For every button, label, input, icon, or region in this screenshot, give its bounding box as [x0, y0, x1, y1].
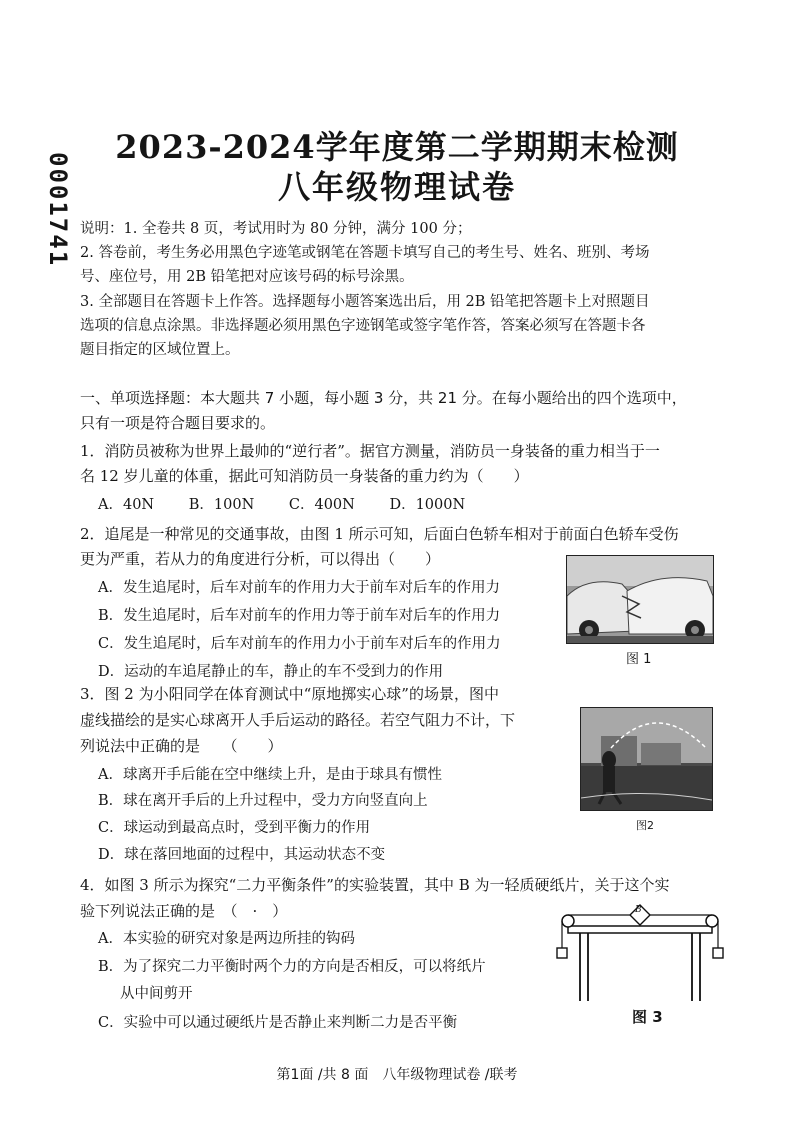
- serial-number: 0001741: [44, 152, 72, 268]
- instruction-line: 2. 答卷前，考生务必用黑色字迹笔或钢笔在答题卡填写自己的考生号、姓名、班别、考场: [80, 245, 650, 261]
- page-footer: 第1面 /共 8 面 八年级物理试卷 /联考: [276, 1067, 518, 1083]
- option-b: B．100N: [188, 497, 255, 513]
- option-d: D．1000N: [389, 497, 466, 513]
- option-b: B．发生追尾时，后车对前车的作用力等于前车对后车的作用力: [98, 608, 501, 624]
- figure-1-car-crash-photo: [566, 555, 714, 644]
- exam-title: 2023-2024学年度第二学期期末检测: [115, 128, 679, 166]
- question-2-text: 2．追尾是一种常见的交通事故，由图 1 所示可知，后面白色轿车相对于前面白色轿车受伤: [80, 525, 679, 543]
- option-a: A．40N: [98, 497, 155, 513]
- instruction-line: 号、座位号，用 2B 铅笔把对应该号码的标号涂黑。: [80, 269, 414, 285]
- option-d: D．球在落回地面的过程中，其运动状态不变: [98, 847, 386, 863]
- option-c: C．球运动到最高点时，受到平衡力的作用: [98, 820, 371, 836]
- question-1-text: 1．消防员被称为世界上最帅的“逆行者”。据官方测量，消防员一身装备的重力相当于一: [80, 442, 660, 460]
- figure-2-caption: 图2: [636, 819, 654, 832]
- question-3-text: 列说法中正确的是 （ ）: [80, 737, 283, 755]
- option-b-continued: 从中间剪开: [120, 986, 193, 1002]
- figure-3-balance-apparatus: [554, 896, 726, 1006]
- question-1-text: 名 12 岁儿童的体重，据此可知消防员一身装备的重力约为（ ）: [80, 467, 529, 485]
- option-a: A．发生追尾时，后车对前车的作用力大于前车对后车的作用力: [98, 580, 500, 596]
- question-4-text: 4．如图 3 所示为探究“二力平衡条件”的实验装置，其中 B 为一轻质硬纸片，关于这个实: [80, 876, 670, 894]
- instruction-line: 题目指定的区域位置上。: [80, 342, 240, 358]
- option-c: C．发生追尾时，后车对前车的作用力小于前车对后车的作用力: [98, 636, 501, 652]
- option-b: B．为了探究二力平衡时两个力的方向是否相反，可以将纸片: [98, 959, 486, 975]
- figure-3-caption: 图 3: [632, 1008, 663, 1026]
- option-c: C．400N: [288, 497, 355, 513]
- question-3-text: 虚线描绘的是实心球离开人手后运动的路径。若空气阻力不计，下: [80, 711, 516, 729]
- figure-2-ball-throw-photo: [580, 707, 713, 811]
- instruction-line: 3. 全部题目在答题卡上作答。选择题每小题答案选出后，用 2B 铅笔把答题卡上对照题目: [80, 294, 650, 310]
- option-c: C．实验中可以通过硬纸片是否静止来判断二力是否平衡: [98, 1015, 458, 1031]
- instruction-line: 说明：1. 全卷共 8 页，考试用时为 80 分钟，满分 100 分；: [80, 221, 472, 237]
- car-crash-image: [567, 556, 713, 643]
- ball-throw-image: [581, 708, 712, 810]
- question-3-text: 3．图 2 为小阳同学在体育测试中“原地掷实心球”的场景，图中: [80, 685, 499, 703]
- instruction-line: 选项的信息点涂黑。非选择题必须用黑色字迹钢笔或签字笔作答，答案必须写在答题卡各: [80, 318, 646, 334]
- option-d: D．运动的车追尾静止的车，静止的车不受到力的作用: [98, 664, 444, 680]
- section-heading: 只有一项是符合题目要求的。: [80, 414, 276, 432]
- option-a: A．球离开手后能在空中继续上升，是由于球具有惯性: [98, 767, 442, 783]
- option-b: B．球在离开手后的上升过程中，受力方向竖直向上: [98, 793, 428, 809]
- question-1-options: [98, 494, 495, 516]
- section-heading: 一、单项选择题：本大题共 7 小题，每小题 3 分，共 21 分。在每小题给出的四个选项中，: [80, 389, 687, 407]
- question-4-text: 验下列说法正确的是 （ · ）: [80, 902, 288, 920]
- exam-subtitle: 八年级物理试卷: [277, 168, 516, 206]
- option-a: A．本实验的研究对象是两边所挂的钩码: [98, 931, 355, 947]
- question-2-text: 更为严重，若从力的角度进行分析，可以得出（ ）: [80, 550, 441, 568]
- card-b-label: B: [635, 905, 642, 915]
- figure-1-caption: 图 1: [626, 652, 652, 667]
